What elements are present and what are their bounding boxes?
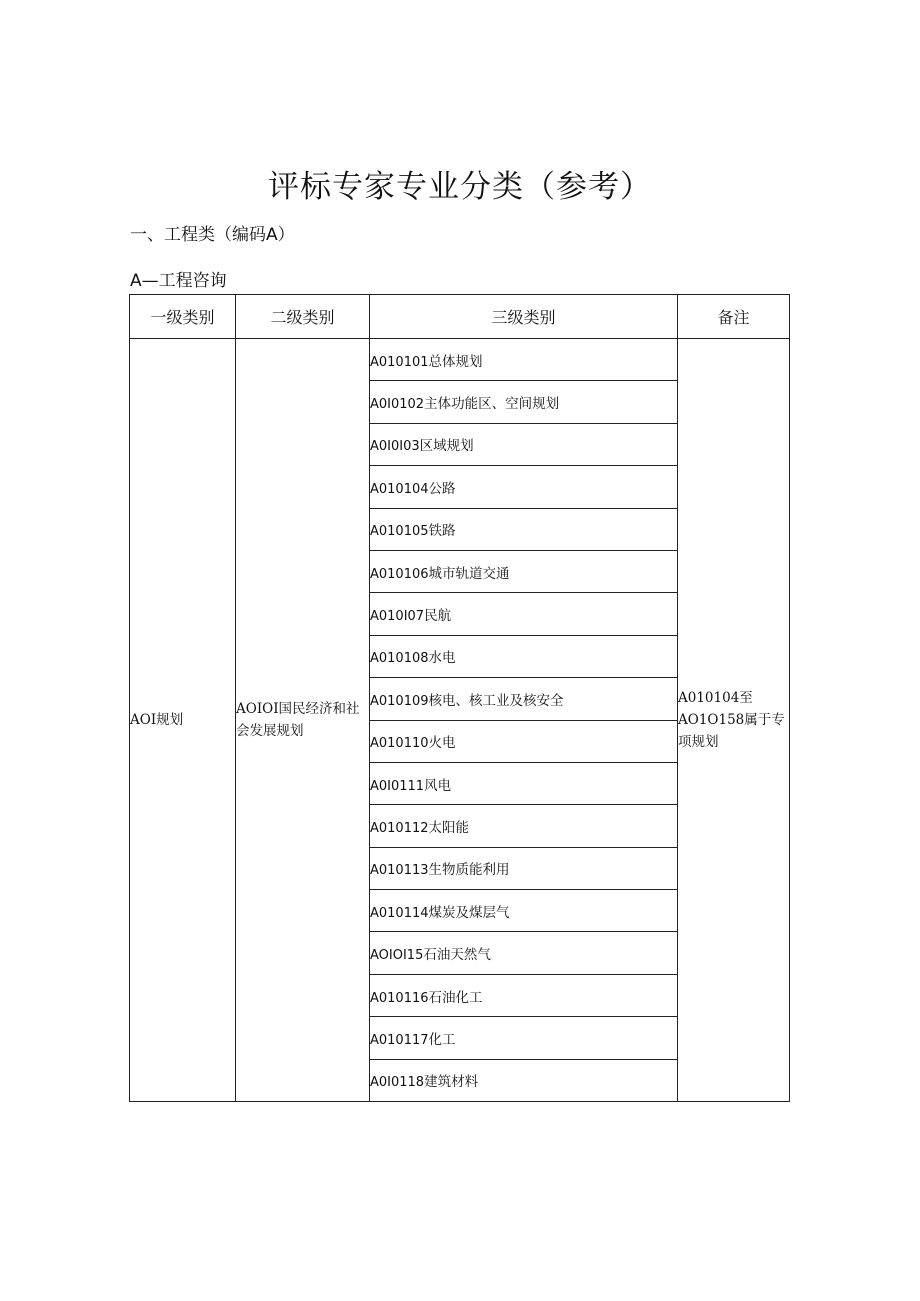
table-row [130,339,790,381]
level3-name: 主体功能区、空间规划 [424,396,560,413]
level3-name: 核电、核工业及核安全 [428,692,564,709]
level3-cell [370,550,678,592]
level3-name: 石油化工 [428,989,483,1006]
level3-name: 铁路 [428,523,456,540]
table-header-row [130,295,790,339]
level3-name: 生物质能利用 [428,862,510,879]
level3-code: A010106 [370,566,429,582]
level3-code: A010I07 [370,609,425,625]
level3-code: A010117 [370,1032,429,1048]
level3-cell [370,508,678,550]
section-heading: 一、工程类（编码A） [130,225,295,245]
level2-cell: AOIOI国民经济和社会发展规划 [236,339,370,1102]
level3-code: AOIOI15 [370,948,424,964]
level3-name: 区域规划 [419,438,474,455]
level3-cell [370,1017,678,1059]
level3-cell [370,890,678,932]
level3-name: 建筑材料 [424,1074,479,1091]
level3-cell [370,635,678,677]
level3-name: 城市轨道交通 [428,565,510,582]
level3-code: A010116 [370,990,429,1006]
level3-name: 公路 [428,480,456,497]
level3-code: A010104 [370,481,429,497]
level3-name: 水电 [428,650,456,667]
level3-name: 太阳能 [428,819,470,836]
level3-cell [370,932,678,974]
level3-name: 石油天然气 [423,947,491,964]
level3-name: 民航 [424,608,452,625]
level3-code: A010101 [370,354,429,370]
level3-code: A0I0102 [370,397,425,413]
level3-name: 火电 [428,735,456,752]
level3-name: 总体规划 [428,353,483,370]
level3-cell [370,593,678,635]
header-level2: 二级类别 [236,295,370,339]
level3-code: A0I0I03 [370,439,420,455]
level3-cell [370,847,678,889]
level3-code: A010114 [370,905,429,921]
level3-code: A010109 [370,693,429,709]
page-title: 评标专家专业分类（参考） [268,168,652,205]
level3-cell [370,762,678,804]
table-body [130,339,790,1102]
level3-cell [370,466,678,508]
level3-name: 化工 [428,1031,456,1048]
level3-code: A010112 [370,820,429,836]
subsection-heading: A—工程咨询 [130,271,227,291]
level3-cell [370,381,678,423]
level3-name: 煤炭及煤层气 [428,904,510,921]
level3-cell [370,720,678,762]
level3-cell [370,805,678,847]
header-level1: 一级类别 [130,295,236,339]
level3-code: A010113 [370,863,429,879]
level3-cell [370,1059,678,1101]
note-cell: A010104至AO1O158属于专项规划 [678,339,790,1102]
level3-cell [370,974,678,1016]
header-level3: 三级类别 [370,295,678,339]
level3-code: A010110 [370,736,429,752]
level3-code: A0I0111 [370,778,425,794]
level3-name: 风电 [424,777,452,794]
level3-cell [370,423,678,465]
level3-code: A010105 [370,524,429,540]
header-note: 备注 [678,295,790,339]
level3-cell [370,678,678,720]
level3-cell [370,339,678,381]
level3-code: A0I0118 [370,1075,425,1091]
category-table [129,294,790,1102]
level3-code: A010108 [370,651,429,667]
level1-cell: AOI规划 [130,339,236,1102]
